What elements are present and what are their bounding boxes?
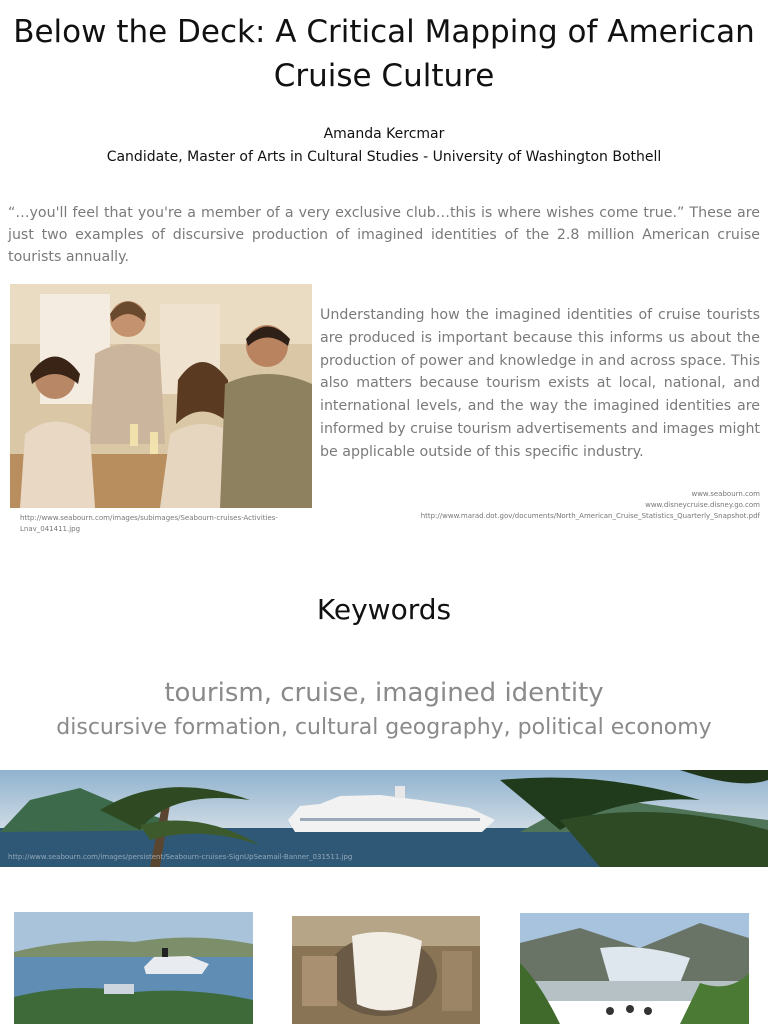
photo-source-link[interactable]: http://www.seabourn.com/images/subimages/Seabourn-cruises-Activities-Lnav_041411.jpg — [20, 514, 278, 533]
title-line-2: Cruise Culture — [273, 58, 495, 94]
author-name: Amanda Kercmar — [323, 126, 445, 142]
ship-harbor-photo — [14, 912, 253, 1024]
source-link[interactable]: www.disneycruise.disney.go.com — [645, 501, 760, 509]
banner-source-link[interactable]: http://www.seabourn.com/images/persistent/Seabourn-cruises-SignUpSeamail-Banner_031511.jpg — [8, 853, 353, 861]
keywords-heading: Keywords — [316, 593, 452, 626]
keywords-primary: tourism, cruise, imagined identity — [164, 678, 604, 708]
title-line-1: Below the Deck: A Critical Mapping of American — [13, 14, 755, 50]
author-affiliation: Candidate, Master of Arts in Cultural Studies - University of Washington Bothell — [106, 149, 662, 165]
source-link[interactable]: www.seabourn.com — [691, 490, 760, 498]
body-paragraph: Understanding how the imagined identities of cruise tourists are produced is important because this informs us about the production of power and knowledge in and across space. This also matters because tourism exists at local, national, and international levels, and the way the imagined identities are informed by cruise tourism advertisements and images might be applicable outside of this specific industry. — [320, 307, 760, 460]
people-toasting-photo — [10, 284, 312, 508]
keywords-secondary: discursive formation, cultural geography, political economy — [56, 715, 712, 740]
intro-quote: “…you'll feel that you're a member of a very exclusive club…this is where wishes come true.” These are just two examples of discursive production of imagined identities of the 2.8 million American cruise tourists annually. — [8, 205, 760, 265]
table-setting-photo — [292, 916, 480, 1024]
glacier-photo — [520, 913, 749, 1024]
sources-right — [421, 489, 760, 522]
page-title — [0, 10, 768, 98]
source-link[interactable]: http://www.marad.dot.gov/documents/North_American_Cruise_Statistics_Quarterly_Snapshot.pdf — [420, 512, 760, 520]
